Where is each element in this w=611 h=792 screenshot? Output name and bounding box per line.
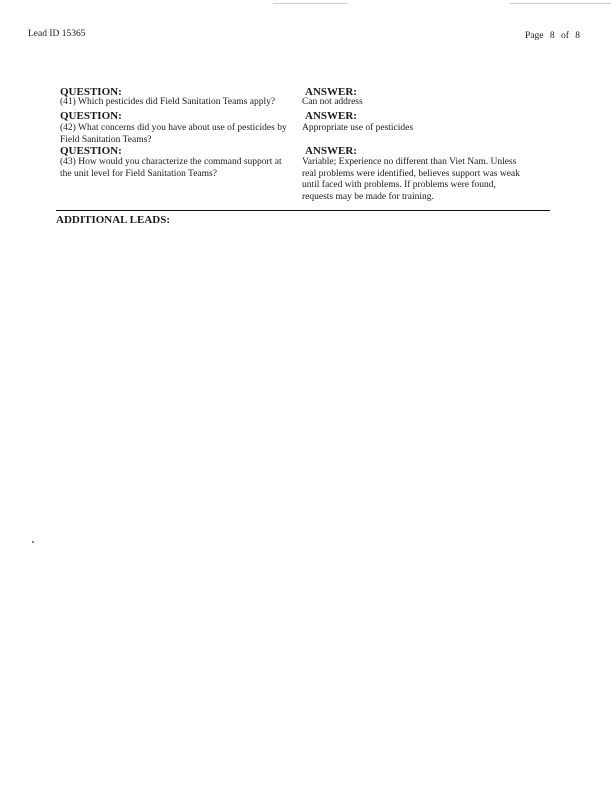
answer-line: real problems were identified, believes support was weak [302, 168, 520, 179]
question-label: QUESTION: [60, 145, 122, 157]
answer-label: ANSWER: [305, 145, 357, 157]
answer-line: requests may be made for training. [302, 191, 434, 202]
question-line: the unit level for Field Sanitation Teams? [60, 168, 217, 179]
scan-speck [32, 541, 34, 543]
scan-artifact-line [273, 3, 348, 4]
page-number [525, 31, 584, 41]
question-text [60, 157, 282, 180]
lead-id: Lead ID 15365 [28, 29, 86, 39]
question-line: Field Sanitation Teams? [60, 134, 152, 145]
answer-line: Appropriate use of pesticides [302, 123, 414, 133]
section-divider [56, 210, 550, 211]
page-current: 8 [549, 31, 555, 41]
answer-label: ANSWER: [305, 86, 357, 98]
answer-text [302, 97, 532, 109]
question-line: (42) What concerns did you have about use of pesticides by [60, 123, 287, 133]
question-text [60, 123, 287, 146]
additional-leads-heading: ADDITIONAL LEADS: [56, 214, 170, 226]
question-label: QUESTION: [60, 110, 122, 122]
question-line: (41) Which pesticides did Field Sanitation Teams apply? [60, 97, 276, 107]
scan-artifact-line [510, 3, 611, 4]
answer-text [302, 157, 532, 203]
answer-line: Variable; Experience no different than Viet Nam. Unless [302, 157, 517, 167]
question-label: QUESTION: [60, 86, 122, 98]
page-word: Page [525, 31, 544, 41]
of-word: of [560, 31, 569, 41]
answer-text [302, 123, 532, 135]
answer-line: until faced with problems. If problems were found, [302, 180, 496, 190]
page-total: 8 [575, 31, 581, 41]
answer-label: ANSWER: [305, 110, 357, 122]
question-line: (43) How would you characterize the command support at [60, 157, 282, 167]
answer-line: Can not address [302, 97, 363, 107]
question-text [60, 97, 275, 109]
